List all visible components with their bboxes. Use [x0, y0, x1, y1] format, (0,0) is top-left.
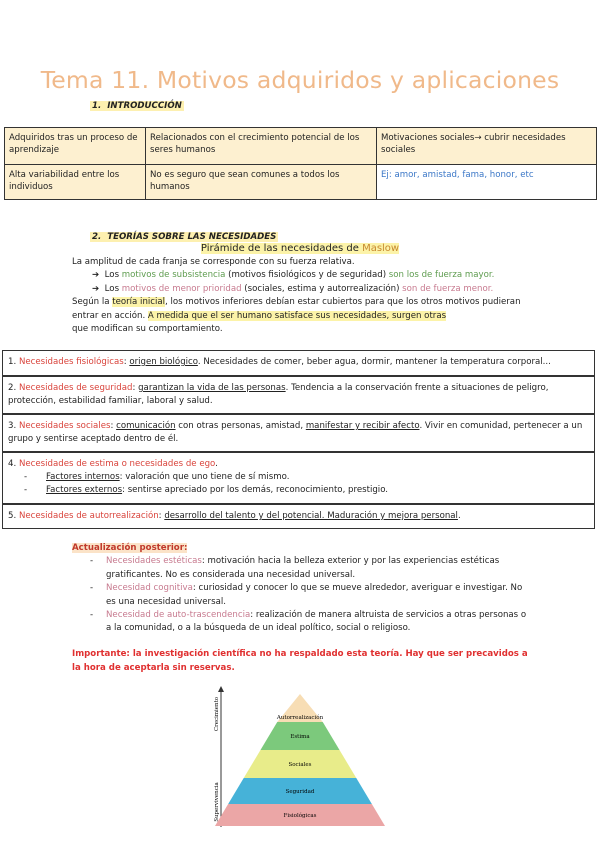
axis-arrow-icon — [218, 686, 224, 692]
list-item — [72, 582, 532, 609]
text: : — [110, 421, 117, 431]
text: Los — [104, 283, 122, 294]
need-number: 2. — [8, 383, 19, 393]
need-box-3 — [2, 414, 595, 452]
text: . Vivir en comunidad, pertenecer a un grupo y sentirse aceptado dentro de él. — [8, 421, 583, 445]
need-number: 5. — [8, 511, 19, 521]
text: . — [215, 459, 218, 469]
list-item — [72, 555, 532, 582]
text: : realización de manera altruista de servicios a otras personas o a la comunidad, o a la búsqueda de un ideal político, social o religioso. — [106, 610, 527, 634]
text: que modifican su comportamiento. — [72, 324, 223, 335]
arrow-icon: ➔ — [92, 270, 100, 281]
posterior-update — [72, 542, 532, 636]
text: : sentirse apreciado por los demás, reconocimiento, prestigio. — [122, 485, 389, 496]
need-key: Factores internos — [46, 472, 120, 483]
list-item — [8, 471, 589, 484]
pyramid-label: Seguridad — [285, 789, 315, 795]
need-box-2 — [2, 376, 595, 414]
teoria-inicial: teoría inicial — [112, 297, 166, 308]
highlight-text: A medida que el ser humano satisface sus necesidades, surgen otras — [147, 310, 447, 321]
text: . — [457, 511, 461, 521]
motivos-menor-prioridad: motivos de menor prioridad — [121, 283, 242, 294]
need-key: comunicación — [116, 421, 176, 431]
bullet: - — [24, 472, 28, 483]
list-item — [72, 609, 532, 636]
fuerza-menor: son de fuerza menor. — [402, 283, 494, 294]
list-item — [8, 484, 589, 497]
need-name: Necesidades sociales — [18, 421, 111, 431]
text: : — [158, 511, 165, 521]
page-title: Tema 11. Motivos adquiridos y aplicaciones — [40, 66, 560, 94]
maslow-pyramid — [205, 684, 395, 832]
arrow-item-2 — [72, 283, 532, 296]
bullet: - — [24, 485, 28, 496]
theory-paragraph — [72, 296, 532, 336]
pyramid-label: Autorrealización — [276, 715, 324, 721]
text: : — [123, 357, 130, 367]
amplitude-line: La amplitud de cada franja se corresponde con su fuerza relativa. — [72, 257, 355, 267]
table-row — [5, 128, 597, 165]
section-heading-introduccion — [90, 101, 184, 111]
arrow-icon: ➔ — [92, 283, 100, 294]
table-cell: No es seguro que sean comunes a todos los humanos — [146, 165, 377, 200]
need-name: Necesidades fisiológicas — [18, 357, 124, 367]
arrow-item-1 — [72, 269, 532, 282]
section-number: 2. — [92, 232, 102, 242]
posterior-item-name: Necesidades estéticas — [106, 556, 202, 567]
need-key: desarrollo del talento y del potencial. Maduración y mejora personal — [164, 511, 458, 521]
section-label: TEORÍAS SOBRE LAS NECESIDADES — [107, 232, 277, 242]
need-number: 1. — [8, 357, 19, 367]
section-label: INTRODUCCIÓN — [107, 101, 182, 111]
need-key: Factores externos — [46, 485, 123, 496]
bullet: - — [90, 556, 94, 567]
pyramid-label: Fisiológicas — [283, 813, 317, 819]
text: . Necesidades de comer, beber agua, dormir, mantener la temperatura corporal... — [197, 357, 551, 367]
text: : motivación hacia la belleza exterior y por las experiencias estéticas gratificantes. No es considerada una necesidad universal. — [106, 556, 500, 580]
intro-table — [4, 127, 597, 200]
need-name: Necesidades de estima o necesidades de ego — [18, 459, 216, 469]
table-cell: Ej: amor, amistad, fama, honor, etc — [377, 165, 597, 200]
need-name: Necesidades de seguridad — [18, 383, 133, 393]
pyramid-heading-name: Maslow — [362, 243, 400, 254]
text: : — [132, 383, 139, 393]
text: (sociales, estima y autorrealización) — [241, 283, 403, 294]
need-key: manifestar y recibir afecto — [305, 421, 420, 431]
text: Según la — [72, 297, 113, 308]
section-heading-teorias — [90, 232, 278, 242]
table-cell: Motivaciones sociales→ cubrir necesidades sociales — [377, 128, 597, 165]
text: , los motivos inferiores debían estar cubiertos para que los otros motivos pudieran entrar en acción. — [72, 297, 521, 321]
theory-text — [72, 256, 532, 336]
text: Los — [104, 270, 122, 281]
need-box-4 — [2, 452, 595, 504]
fuerza-mayor: son los de fuerza mayor. — [388, 270, 495, 281]
pyramid-heading-prefix: Pirámide de las necesidades de — [200, 243, 363, 254]
bullet: - — [90, 583, 94, 594]
motivos-subsistencia: motivos de subsistencia — [121, 270, 226, 281]
posterior-item-name: Necesidad cognitiva — [106, 583, 193, 594]
pyramid-heading — [0, 243, 600, 254]
need-name: Necesidades de autorrealización — [18, 511, 159, 521]
important-note: Importante: la investigación científica no ha respaldado esta teoría. Hay que ser precavidos a la hora de aceptarla sin reservas. — [72, 649, 528, 673]
table-cell: Alta variabilidad entre los individuos — [5, 165, 146, 200]
table-row — [5, 165, 597, 200]
text: (motivos fisiológicos y de seguridad) — [225, 270, 389, 281]
posterior-item-name: Necesidad de auto-trascendencia — [106, 610, 251, 621]
pyramid-label: Sociales — [288, 762, 312, 768]
table-cell: Relacionados con el crecimiento potencial de los seres humanos — [146, 128, 377, 165]
need-key: origen biológico — [129, 357, 198, 367]
text: . Tendencia a la conservación frente a situaciones de peligro, protección, estabilidad familiar, laboral y salud. — [8, 383, 549, 407]
need-key: garantizan la vida de las personas — [138, 383, 286, 393]
table-cell: Adquiridos tras un proceso de aprendizaje — [5, 128, 146, 165]
text: : curiosidad y conocer lo que se mueve alrededor, averiguar e investigar. No es una necesidad universal. — [106, 583, 523, 607]
text: : valoración que uno tiene de sí mismo. — [119, 472, 290, 483]
pyramid-label: Estima — [290, 734, 310, 740]
axis-label-top: Crecimiento — [214, 696, 220, 732]
need-number: 3. — [8, 421, 19, 431]
need-box-5 — [2, 504, 595, 529]
text: con otras personas, amistad, — [175, 421, 306, 431]
need-box-1 — [2, 350, 595, 376]
axis-label-bottom: Supervivencia — [214, 782, 220, 822]
need-number: 4. — [8, 459, 19, 469]
section-number: 1. — [92, 101, 102, 111]
posterior-heading: Actualización posterior: — [72, 543, 188, 553]
bullet: - — [90, 610, 94, 621]
